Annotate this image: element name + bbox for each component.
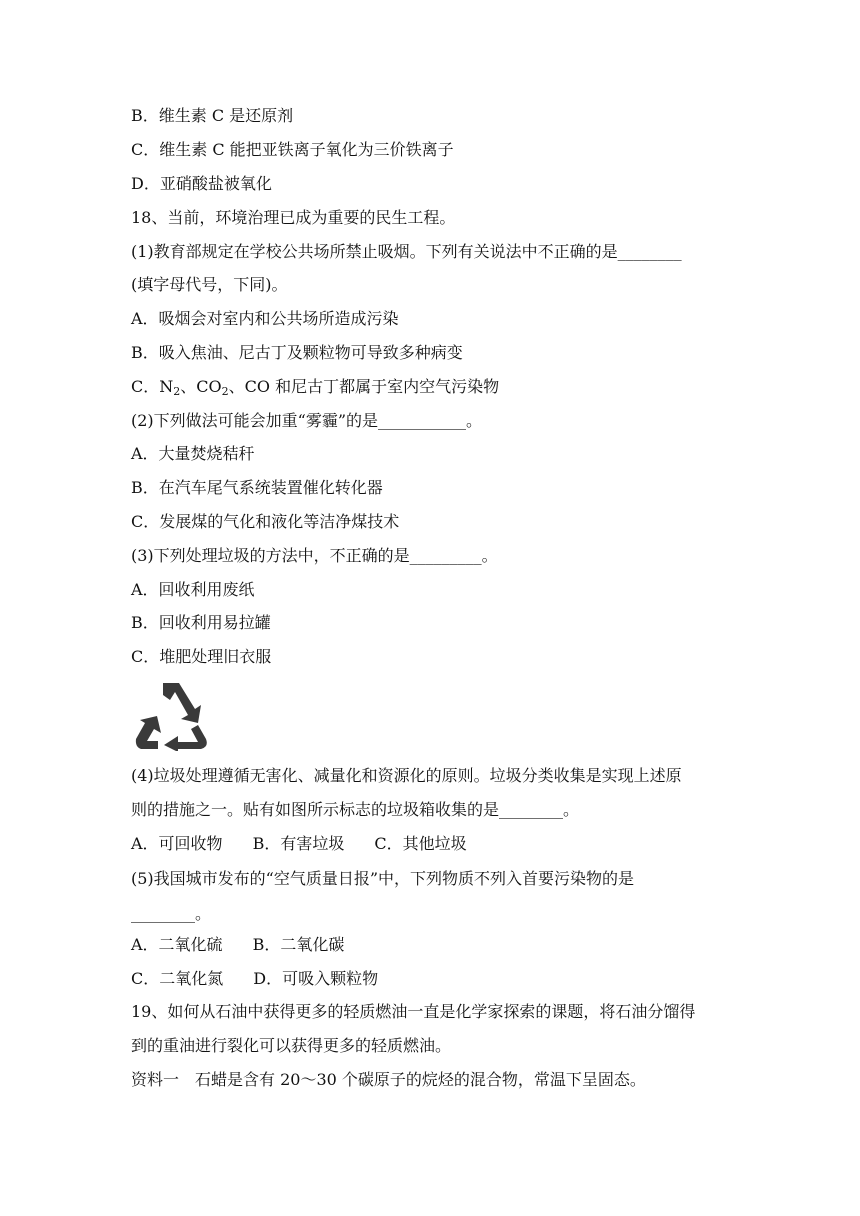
q17-option-b: B．维生素 C 是还原剂 (131, 106, 294, 125)
q18-5-question: (5)我国城市发布的“空气质量日报”中，下列物质不列入首要污染物的是 (131, 869, 635, 888)
q18-2-option-b: B．在汽车尾气系统装置催化转化器 (131, 478, 383, 497)
q18-4-options (131, 833, 467, 855)
q18-5-options-row2 (131, 968, 378, 990)
q18-1-question: (1)教育部规定在学校公共场所禁止吸烟。下列有关说法中不正确的是________ (131, 242, 682, 261)
q18-5-question-cont: ________。 (131, 904, 212, 923)
q18-4-question: (4)垃圾处理遵循无害化、减量化和资源化的原则。垃圾分类收集是实现上述原 (131, 766, 682, 785)
q18-1-question-cont: (填字母代号，下同)。 (131, 275, 288, 294)
q18-1-option-b: B．吸入焦油、尼古丁及颗粒物可导致多种病变 (131, 343, 463, 362)
q18-1-option-a: A．吸烟会对室内和公共场所造成污染 (131, 309, 399, 328)
q18-5-option-a: A．二氧化硫 (131, 935, 223, 954)
q18-5-option-b: B．二氧化碳 (252, 935, 345, 954)
option-c-mid: 、CO (180, 377, 222, 396)
n2-subscript: 2 (173, 385, 181, 398)
q18-5-option-d: D．可吸入颗粒物 (253, 969, 379, 988)
q19-material1: 资料一 石蜡是含有 20～30 个碳原子的烷烃的混合物，常温下呈固态。 (131, 1070, 646, 1089)
q18-5-option-c: C．二氧化氮 (131, 969, 224, 988)
q17-option-c: C．维生素 C 能把亚铁离子氧化为三价铁离子 (131, 140, 454, 159)
q18-stem: 18、当前，环境治理已成为重要的民生工程。 (131, 208, 456, 227)
option-c-suffix: 、CO 和尼古丁都属于室内空气污染物 (228, 377, 500, 396)
q18-5-options-row1 (131, 934, 344, 956)
q18-4-option-a: A．可回收物 (131, 834, 223, 853)
q18-4-option-b: B．有害垃圾 (252, 834, 345, 853)
q18-2-option-a: A．大量焚烧秸秆 (131, 444, 255, 463)
recycle-icon (132, 679, 210, 751)
q18-3-question: (3)下列处理垃圾的方法中，不正确的是_________。 (131, 546, 498, 565)
q18-3-option-a: A．回收利用废纸 (131, 580, 255, 599)
q17-option-d: D．亚硝酸盐被氧化 (131, 174, 272, 193)
q18-2-question: (2)下列做法可能会加重“雾霾”的是___________。 (131, 411, 483, 430)
q18-1-option-c (131, 376, 499, 398)
option-c-prefix: C．N (131, 377, 174, 396)
q18-3-option-c: C．堆肥处理旧衣服 (131, 647, 272, 666)
q19-line2: 到的重油进行裂化可以获得更多的轻质燃油。 (131, 1036, 452, 1055)
q18-3-option-b: B．回收利用易拉罐 (131, 613, 271, 632)
co2-subscript: 2 (221, 385, 229, 398)
q18-2-option-c: C．发展煤的气化和液化等洁净煤技术 (131, 512, 400, 531)
q19-line1: 19、如何从石油中获得更多的轻质燃油一直是化学家探索的课题，将石油分馏得 (131, 1002, 696, 1021)
q18-4-question-cont: 则的措施之一。贴有如图所示标志的垃圾箱收集的是________。 (131, 800, 580, 819)
q18-4-option-c: C．其他垃圾 (374, 834, 467, 853)
